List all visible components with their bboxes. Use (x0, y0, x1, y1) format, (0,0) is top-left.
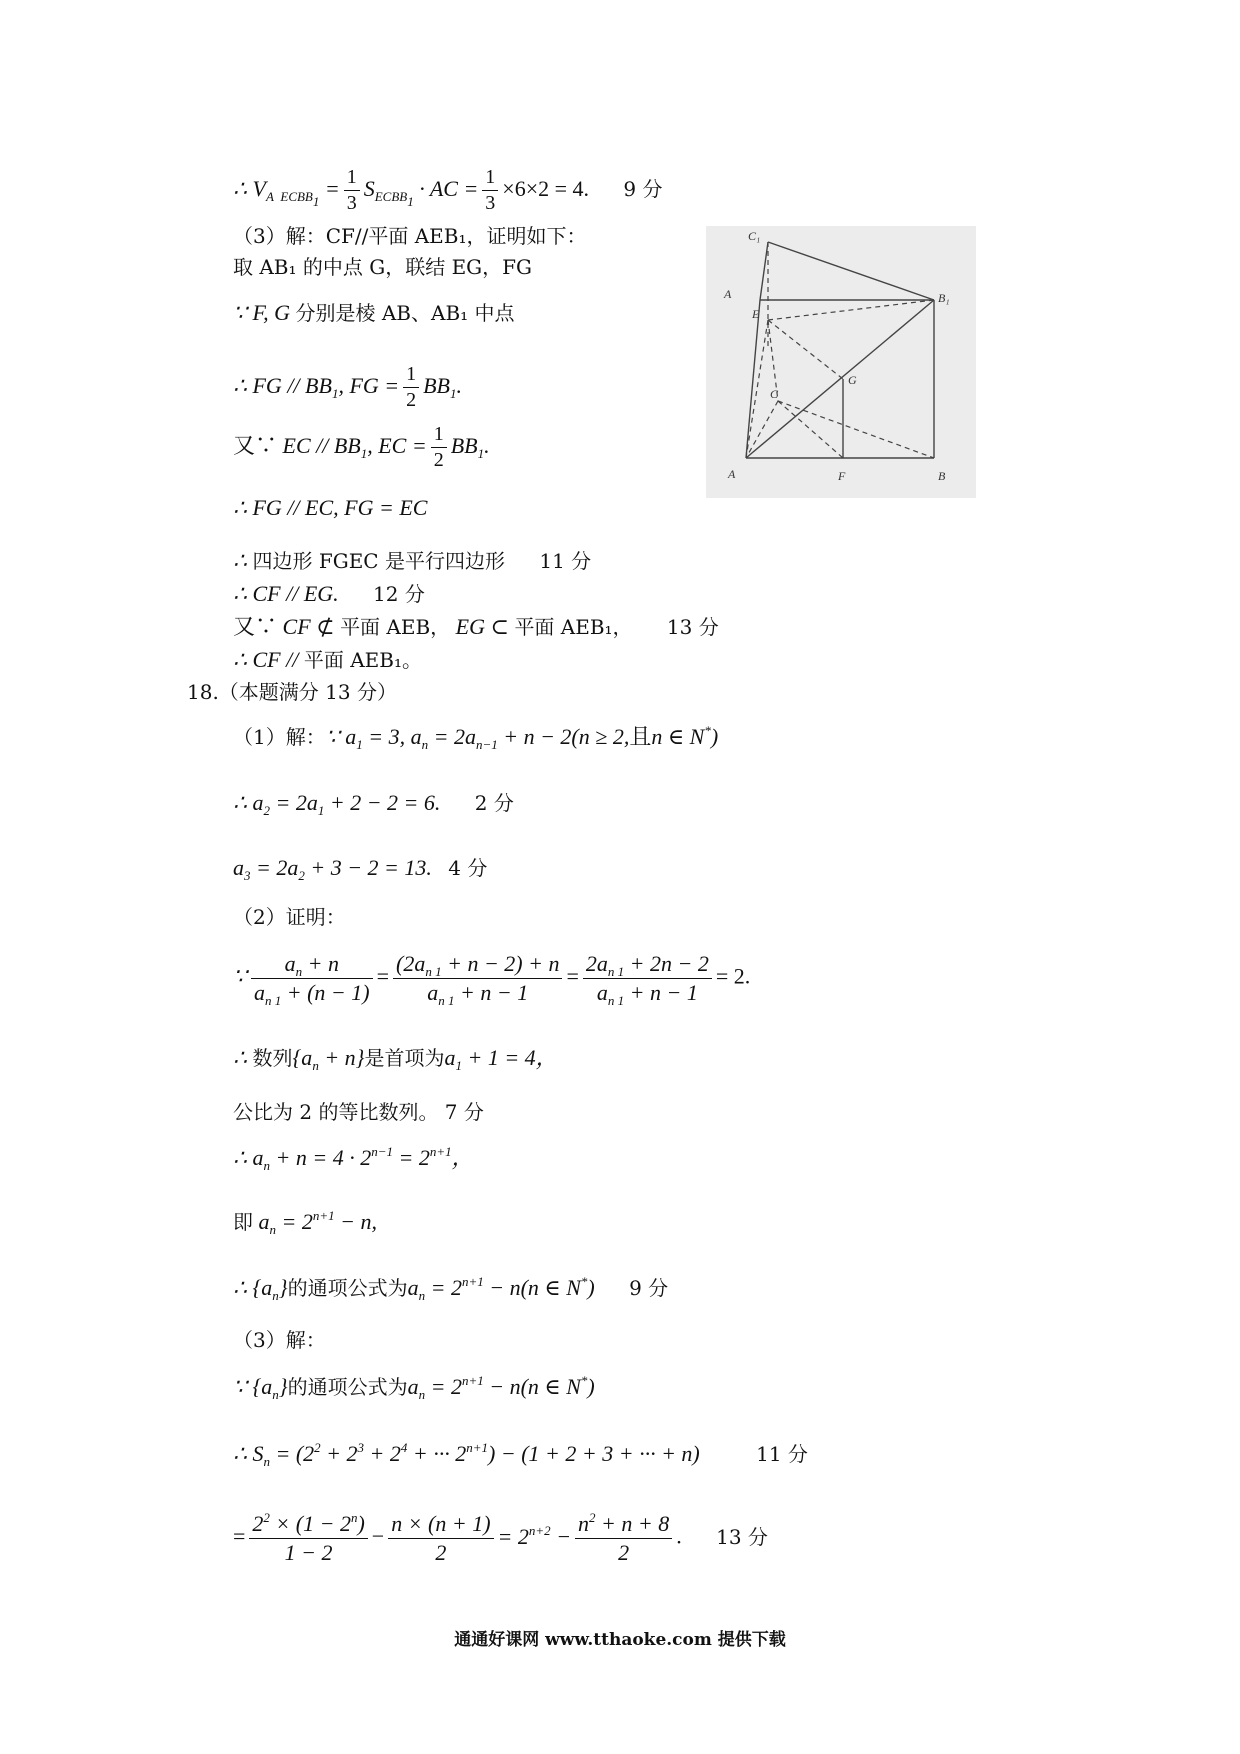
prism-diagram (706, 226, 976, 498)
general-formula-given-line: ∵ $\{a_n\}$的通项公式为$a_n = 2^{n+1} - n(n$ ∈ N*) (233, 1373, 595, 1402)
label-c: C (770, 387, 779, 401)
sequence-first-term-line: ∴ 数列$\{a_n + n\}$是首项为$a_1 + 1 = 4$， (233, 1045, 558, 1073)
label-e: E (752, 307, 760, 321)
part1-a2-line: ∴ $a_2 = 2a_1 + 2 - 2 = 6$. 2 分 (233, 790, 514, 818)
score-label: 11 分 (539, 549, 592, 573)
score-label: 12 分 (373, 582, 425, 606)
label-a1: A (724, 287, 732, 301)
midpoint-line: ∵ F, G 分别是棱 AB、AB₁ 中点 (233, 300, 515, 325)
score-label: 9 分 (629, 1276, 669, 1300)
sum-line: ∴ $S_n = (2^2 + 2^3 + 2^4$ + ··· $2^{n+1}) - (1 + 2 + 3$ + ··· + n) 11 分 (233, 1440, 808, 1469)
cf-not-in-plane-line: 又∵ CF ⊄ 平面 AEB， EG ⊂ 平面 AEB₁， 13 分 (233, 614, 719, 640)
take-midpoint-line: 取 AB₁ 的中点 G，联结 EG，FG (233, 255, 532, 279)
an-line: 即 $a_n = 2^{n+1} - n$, (233, 1208, 377, 1237)
label-b: B (938, 469, 946, 483)
score-label: 11 分 (756, 1442, 808, 1466)
fg-ec-line: ∴ FG // EC, FG = EC (233, 495, 428, 520)
score-label: 2 分 (474, 791, 514, 815)
part3-label: （3）解： (233, 1328, 326, 1352)
general-formula-line: ∴ $\{a_n\}$的通项公式为$a_n = 2^{n+1} - n(n$ ∈ N*) 9 分 (233, 1274, 669, 1303)
parallelogram-text: 四边形 FGEC 是平行四边形 (252, 549, 505, 573)
label-b1: B₁ (938, 291, 950, 305)
part1-a3-line: $a_3 = 2a_2 + 3 - 2 = 13$. 4 分 (233, 855, 488, 883)
score-label: 13 分 (666, 615, 719, 639)
part3-heading: （3）解：CF//平面 AEB₁，证明如下： (233, 224, 587, 248)
question-18-heading: 18.（本题满分 13 分） (187, 680, 397, 704)
score-label: 9 分 (623, 177, 663, 201)
score-label: 4 分 (448, 856, 488, 880)
ec-parallel-line: 又∵ EC // $BB_1$, EC = $\frac{1}{2}$ $BB_1$. (233, 423, 490, 471)
an-plus-n-line: ∴ $a_n + n = 4 \cdot 2^{n-1} = 2^{n+1}$， (233, 1144, 474, 1173)
common-ratio-line: 公比为 2 的等比数列。 7 分 (233, 1100, 484, 1124)
page-footer: 通通好课网 www.tthaoke.com 提供下载 (454, 1630, 786, 1650)
part1-given-line: （1）解：∵ $a_1 = 3$, $a_n = 2a_{n-1} + n - 2(n \ge 2$,且n ∈ N*) (233, 723, 719, 752)
prism-figure (706, 226, 976, 498)
part2-heading: （2）证明： (233, 905, 346, 929)
label-g: G (848, 373, 857, 387)
label-f: F (838, 469, 846, 483)
label-a: A (728, 467, 736, 481)
fg-parallel-line: ∴ FG // $BB_1$, FG = $\frac{1}{2}$ $BB_1$. (233, 363, 462, 411)
cf-eg-line: ∴ CF // EG. 12 分 (233, 581, 425, 606)
ratio-equation-line: ∵ $\frac{a_n + n}{a_{n 1} + (n - 1)}$ = $\frac{(2a_{n 1} + n - 2) + n}{a_{n 1} + n - 1}$ = $\frac{2a_{n 1} + 2n - 2}{a_{n 1} + n - 1}$ = 2. (233, 951, 751, 1008)
midpoint-text: 分别是棱 AB、AB₁ 中点 (295, 301, 515, 325)
label-c1: C₁ (748, 229, 761, 243)
score-label: 13 分 (716, 1524, 768, 1549)
conclusion-line: ∴ CF // 平面 AEB₁。 (233, 647, 422, 672)
parallelogram-line: ∴ 四边形 FGEC 是平行四边形 11 分 (233, 548, 592, 573)
sum-result-line: = $\frac{2^2 \times (1 - 2^n)}{1 - 2}$ − $\frac{n \times (n + 1)}{2}$ = $2^{n+2}$ − $\frac{n^2 + n + 8}{2}$ . 13 分 (233, 1510, 768, 1565)
volume-formula-line: ∴ $V_{A ECBB_1}$ = $\frac{1}{3}$ $S_{ECBB_1}$ · AC = $\frac{1}{3}$ ×6×2 = 4. 9 分 (233, 166, 663, 214)
